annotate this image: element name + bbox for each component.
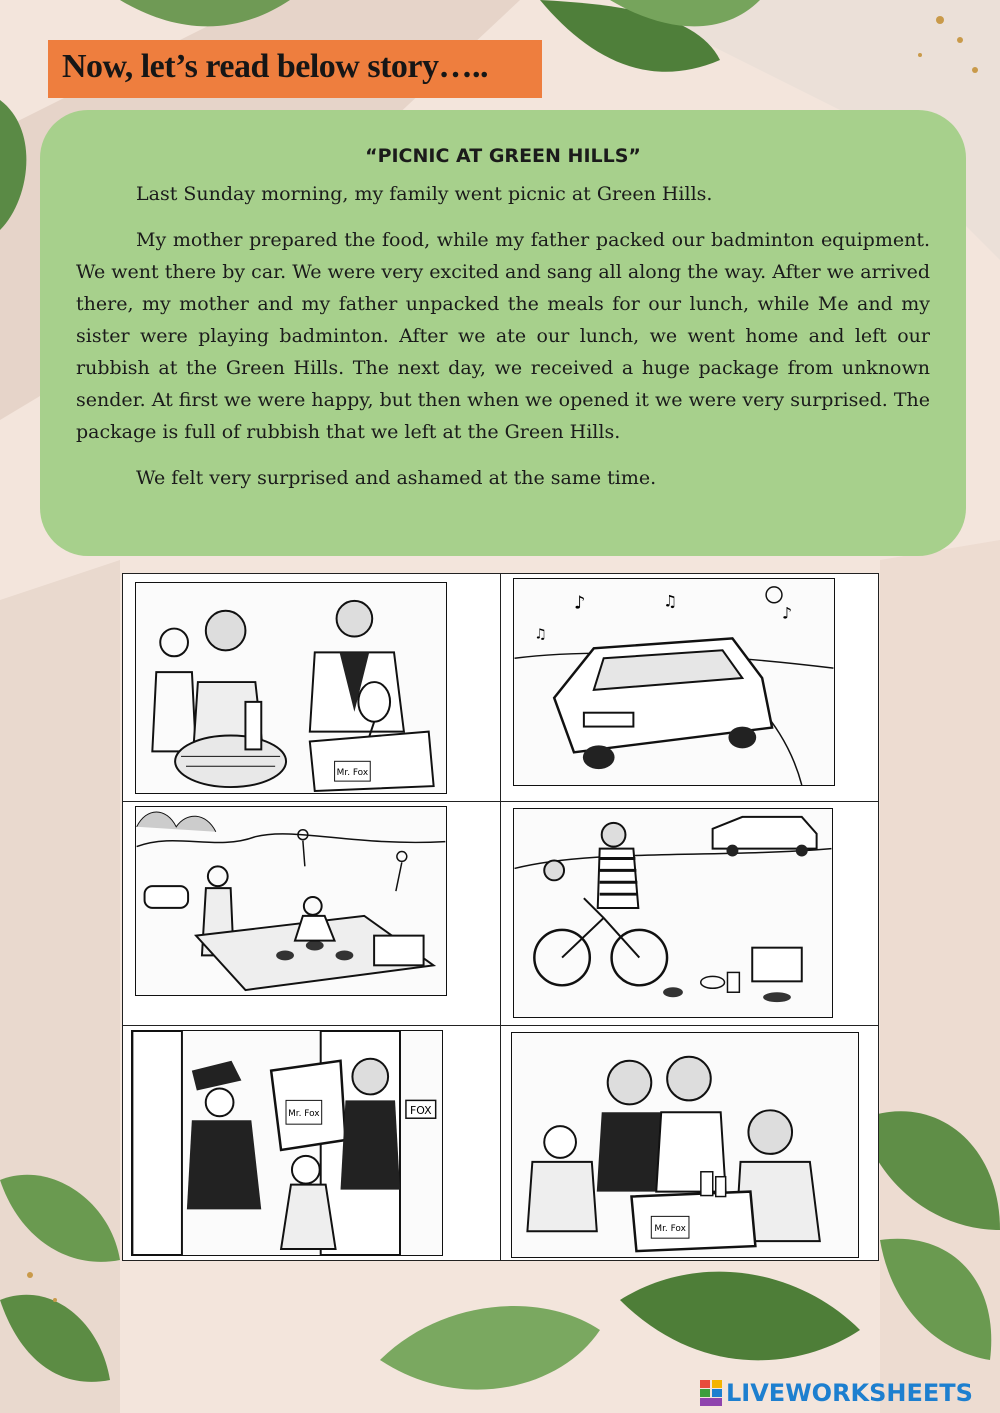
brand-name: LIVEWORKSHEETS: [726, 1379, 973, 1407]
picnic-illustration: [136, 807, 446, 995]
story-paragraph-2: My mother prepared the food, while my father packed our badminton equipment. We went there by car. We were very excited and sang all along the way. After we arrived there, my mother and my father unpacked the meals for our lunch, while Me and my sister were playing badminton. After we ate our lunch, we went home and left our rubbish at the Green Hills. The next day, we received a huge package from unknown sender. At first we were happy, but then when we opened it we were very surprised. The package is full of rubbish that we left at the Green Hills.: [76, 229, 930, 443]
delivery-illustration: [132, 1031, 442, 1255]
rubbish-illustration: [514, 809, 832, 1017]
panel-package-delivery: [131, 1030, 443, 1256]
box-label-3: Mr. Fox: [654, 1224, 686, 1235]
grid-divider-vertical: [500, 574, 501, 1260]
picture-grid: [122, 573, 879, 1261]
brand-mark-icon: [700, 1380, 722, 1406]
door-sign: FOX: [410, 1104, 432, 1118]
svg-text:♫: ♫: [663, 591, 678, 611]
brand-logo: [700, 1378, 992, 1408]
story-paragraph-1: Last Sunday morning, my family went picnic at Green Hills.: [136, 183, 713, 205]
section-heading: Now, let’s read below story…..: [48, 40, 542, 98]
shocked-family-illustration: [512, 1033, 858, 1257]
svg-text:♪: ♪: [573, 592, 586, 614]
story-card: [40, 110, 966, 556]
car-illustration: [514, 579, 834, 785]
box-label-2: Mr. Fox: [288, 1109, 320, 1120]
story-paragraph-3: We felt very surprised and ashamed at the same time.: [136, 467, 657, 489]
box-label-1: Mr. Fox: [336, 768, 369, 779]
panel-leaving-rubbish: [513, 808, 833, 1018]
panel-packing: [135, 582, 447, 794]
grid-divider-horizontal-1: [123, 801, 878, 802]
packing-illustration: [136, 583, 446, 793]
grid-divider-horizontal-2: [123, 1025, 878, 1026]
svg-text:♪: ♪: [781, 603, 793, 623]
panel-car-trip: [513, 578, 835, 786]
panel-picnic-badminton: [135, 806, 447, 996]
svg-text:♫: ♫: [534, 626, 547, 643]
story-title: “PICNIC AT GREEN HILLS”: [365, 145, 641, 167]
panel-shocked-family: [511, 1032, 859, 1258]
